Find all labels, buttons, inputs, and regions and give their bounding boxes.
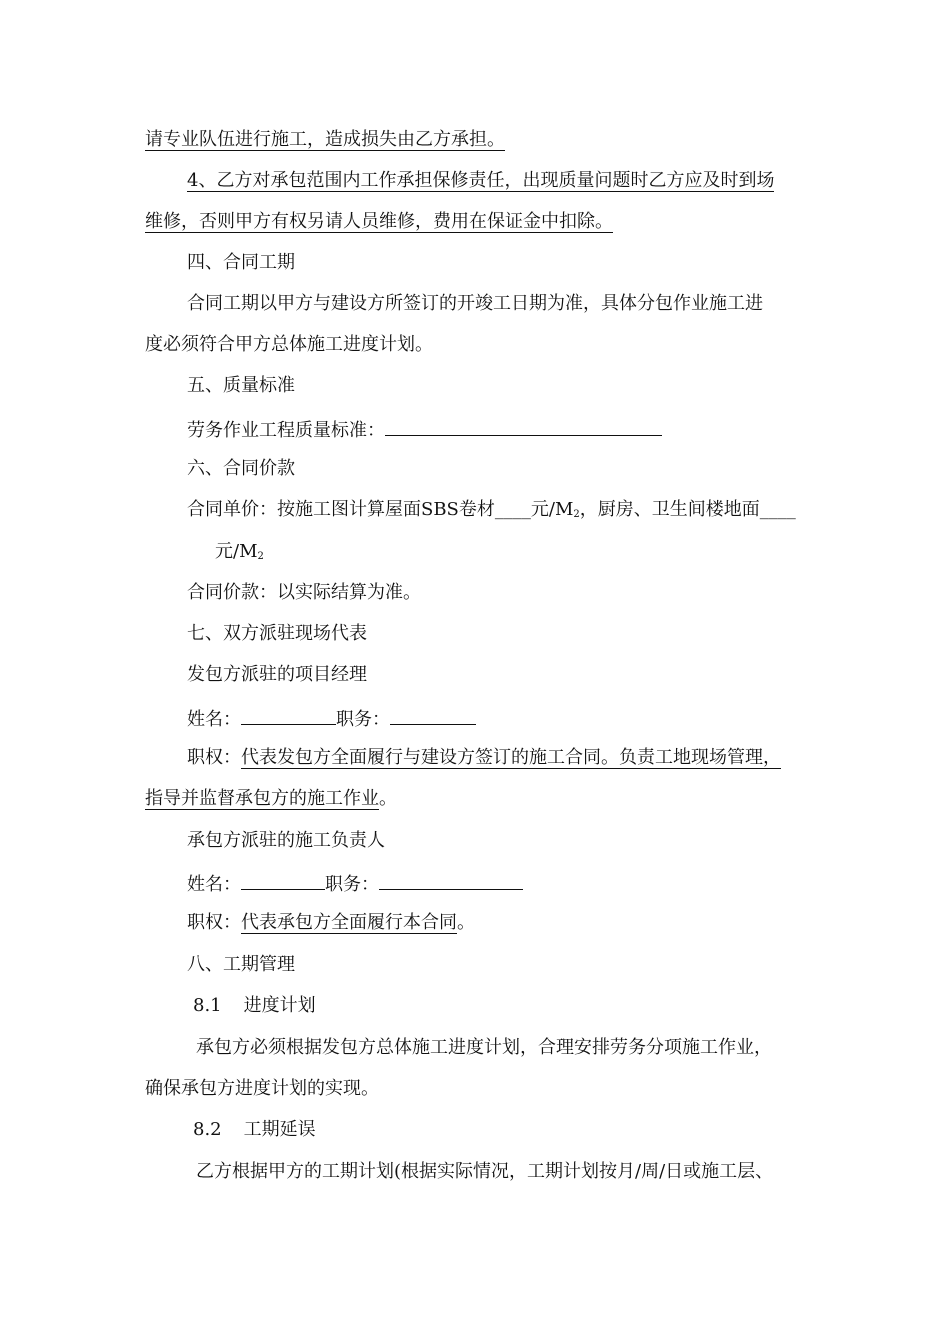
name-label: 姓名：	[187, 874, 241, 895]
quality-standard-blank[interactable]	[385, 416, 662, 436]
contractor-position-blank[interactable]	[379, 870, 523, 890]
period: 。	[457, 912, 475, 933]
subsection-title: 进度计划	[243, 995, 316, 1016]
quality-standard-line	[187, 416, 662, 443]
underlined-text: 代表发包方全面履行与建设方签订的施工合同。负责工地现场管理，	[241, 747, 781, 768]
section-heading: 八、工期管理	[187, 954, 295, 975]
paragraph-line: 乙方根据甲方的工期计划(根据实际情况，工期计划按月/周/日或施工层、	[196, 1161, 774, 1182]
subsection-number: 8.2	[193, 1119, 222, 1140]
section-heading: 七、双方派驻现场代表	[187, 623, 367, 644]
position-label: 职务：	[325, 874, 379, 895]
authority-line	[187, 911, 475, 935]
underlined-text: 代表承包方全面履行本合同	[241, 912, 457, 933]
paragraph-line: 承包方必须根据发包方总体施工进度计划，合理安排劳务分项施工作业，	[196, 1037, 772, 1058]
authority-line	[187, 746, 781, 770]
underlined-text: 维修，否则甲方有权另请人员维修，费用在保证金中扣除。	[145, 211, 613, 232]
section-heading: 四、合同工期	[187, 252, 295, 273]
position-label: 职务：	[336, 709, 390, 730]
unit-price-text: 合同单价：按施工图计算屋面SBS卷材____元/M	[187, 499, 574, 520]
authority-line	[145, 787, 397, 811]
subsection-heading	[193, 1118, 316, 1142]
subsection-number: 8.1	[193, 995, 222, 1016]
authority-label: 职权：	[187, 747, 241, 768]
section-heading: 六、合同价款	[187, 458, 295, 479]
paragraph-line	[187, 169, 774, 193]
name-position-line	[187, 870, 523, 897]
employer-position-blank[interactable]	[390, 705, 476, 725]
paragraph-line: 度必须符合甲方总体施工进度计划。	[145, 334, 433, 355]
name-label: 姓名：	[187, 709, 241, 730]
employer-name-blank[interactable]	[241, 705, 336, 725]
paragraph-line	[145, 128, 505, 152]
unit-subscript: 2	[573, 509, 580, 520]
period: 。	[379, 788, 397, 809]
contractor-name-blank[interactable]	[241, 870, 325, 890]
paragraph-line	[145, 210, 613, 234]
underlined-text: 请专业队伍进行施工，造成损失由乙方承担。	[145, 129, 505, 150]
underlined-text: 4、乙方对承包范围内工作承担保修责任，出现质量问题时乙方应及时到场	[187, 170, 775, 191]
authority-label: 职权：	[187, 912, 241, 933]
section-heading: 五、质量标准	[187, 375, 295, 396]
unit-price-text: 元/M	[215, 541, 258, 562]
unit-price-line	[187, 498, 796, 527]
unit-price-text: ，厨房、卫生间楼地面____	[579, 499, 796, 520]
unit-price-line	[215, 540, 264, 569]
paragraph-line: 承包方派驻的施工负责人	[187, 830, 385, 851]
subsection-heading	[193, 994, 316, 1018]
name-position-line	[187, 705, 476, 732]
paragraph-line: 合同工期以甲方与建设方所签订的开竣工日期为准，具体分包作业施工进	[187, 293, 763, 314]
paragraph-line: 发包方派驻的项目经理	[187, 664, 367, 685]
paragraph-line: 确保承包方进度计划的实现。	[145, 1078, 379, 1099]
field-label: 劳务作业工程质量标准：	[187, 420, 385, 441]
unit-subscript: 2	[257, 551, 264, 562]
paragraph-line: 合同价款：以实际结算为准。	[187, 582, 421, 603]
subsection-title: 工期延误	[243, 1119, 316, 1140]
underlined-text: 指导并监督承包方的施工作业	[145, 788, 379, 809]
